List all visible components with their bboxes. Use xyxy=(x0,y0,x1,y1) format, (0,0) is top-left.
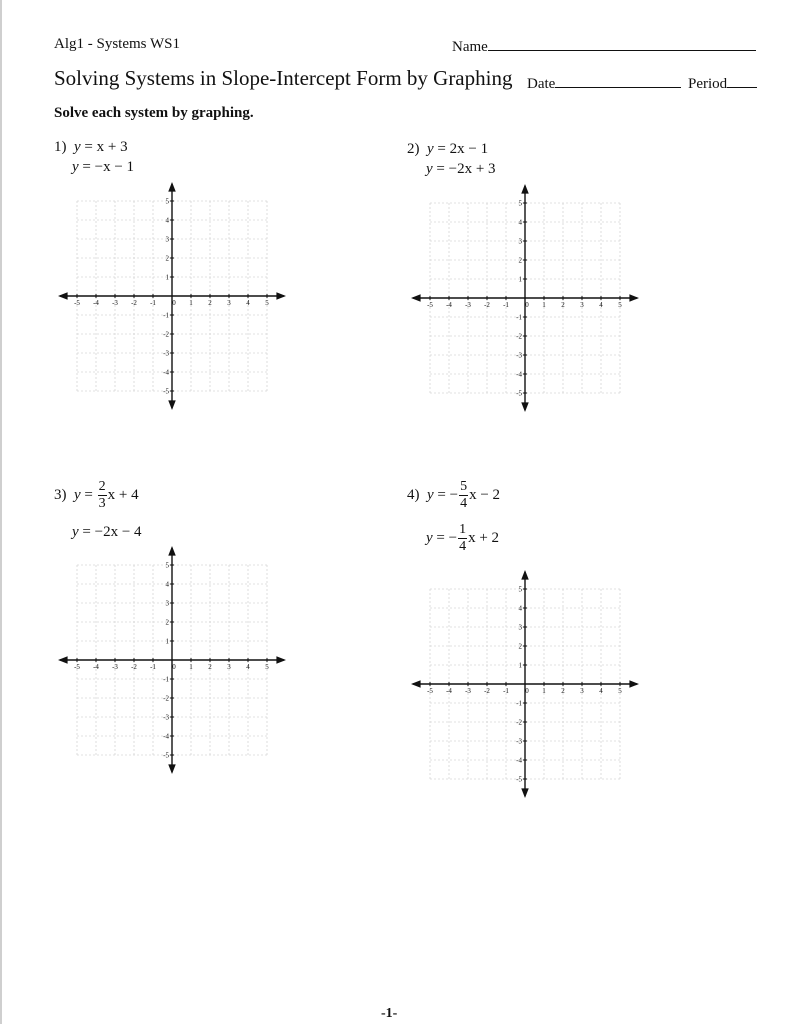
problem-number: 3) xyxy=(54,486,67,503)
arrow-down-icon xyxy=(521,402,529,412)
problem-number: 1) xyxy=(54,139,67,155)
y-tick-label: 2 xyxy=(518,642,522,651)
x-tick-label: -2 xyxy=(484,687,490,695)
y-tick-label: 2 xyxy=(165,254,169,263)
x-tick-label: 4 xyxy=(246,663,250,671)
arrow-right-icon xyxy=(629,680,639,688)
y-tick-label: 5 xyxy=(165,561,169,570)
y-tick-label: -5 xyxy=(163,751,169,760)
instructions: Solve each system by graphing. xyxy=(54,105,254,121)
x-tick-label: -4 xyxy=(446,301,452,309)
page-number: -1- xyxy=(381,1006,398,1021)
x-tick-label: 2 xyxy=(561,301,565,309)
x-tick-label: -4 xyxy=(93,663,99,671)
x-tick-label: 3 xyxy=(227,663,231,671)
x-tick-label: -5 xyxy=(74,663,80,671)
x-tick-label: -4 xyxy=(93,299,99,307)
problem-2-eq1: 2) y = 2x − 1 xyxy=(407,141,489,157)
worksheet-title: Solving Systems in Slope-Intercept Form by Graphing xyxy=(54,66,513,90)
y-tick-label: 3 xyxy=(518,623,522,632)
scan-edge xyxy=(0,0,2,1024)
x-tick-label: -5 xyxy=(427,301,433,309)
problem-4-eq1: 4) y = − $\frac{5}{4}$ x − 2 xyxy=(407,479,501,511)
y-tick-label: -3 xyxy=(516,351,522,360)
arrow-left-icon xyxy=(58,292,68,300)
x-tick-label: 4 xyxy=(599,687,603,695)
date-label: Date xyxy=(527,76,556,92)
problem-3-eq2: y = −2x − 4 xyxy=(72,524,142,540)
y-tick-label: 1 xyxy=(518,275,522,284)
y-tick-label: -1 xyxy=(516,313,522,322)
arrow-left-icon xyxy=(411,294,421,302)
y-tick-label: -2 xyxy=(163,330,169,339)
arrow-right-icon xyxy=(276,292,286,300)
y-tick-label: 3 xyxy=(165,235,169,244)
date-field[interactable] xyxy=(527,73,681,93)
x-tick-label: 2 xyxy=(561,687,565,695)
period-field[interactable] xyxy=(688,73,757,93)
x-tick-label: 0 xyxy=(172,299,176,307)
y-tick-label: 4 xyxy=(518,218,522,227)
date-blank-line[interactable] xyxy=(555,73,681,88)
x-tick-label: -2 xyxy=(131,663,137,671)
x-tick-label: -4 xyxy=(446,687,452,695)
y-tick-label: -3 xyxy=(516,737,522,746)
x-tick-label: 4 xyxy=(599,301,603,309)
arrow-up-icon xyxy=(521,570,529,580)
x-tick-label: -1 xyxy=(503,301,509,309)
x-tick-label: 3 xyxy=(227,299,231,307)
y-tick-label: -1 xyxy=(516,699,522,708)
problem-number: 2) xyxy=(407,141,420,157)
y-tick-label: -5 xyxy=(516,775,522,784)
arrow-right-icon xyxy=(276,656,286,664)
x-tick-label: -2 xyxy=(484,301,490,309)
problem-number: 4) xyxy=(407,486,420,503)
y-tick-label: -4 xyxy=(516,370,522,379)
x-tick-label: 5 xyxy=(265,299,269,307)
arrow-right-icon xyxy=(629,294,639,302)
x-tick-label: 5 xyxy=(618,687,622,695)
y-tick-label: -4 xyxy=(163,368,169,377)
x-tick-label: -3 xyxy=(112,663,118,671)
x-tick-label: 0 xyxy=(525,301,529,309)
x-tick-label: -2 xyxy=(131,299,137,307)
y-tick-label: 1 xyxy=(518,661,522,670)
x-tick-label: -1 xyxy=(150,299,156,307)
name-blank-line[interactable] xyxy=(488,36,756,51)
y-tick-label: 3 xyxy=(518,237,522,246)
y-tick-label: -3 xyxy=(163,349,169,358)
y-tick-label: -1 xyxy=(163,675,169,684)
x-tick-label: 2 xyxy=(208,299,212,307)
y-tick-label: 4 xyxy=(165,580,169,589)
x-tick-label: 3 xyxy=(580,687,584,695)
y-tick-label: 2 xyxy=(165,618,169,627)
x-tick-label: -3 xyxy=(112,299,118,307)
arrow-down-icon xyxy=(168,764,176,774)
y-tick-label: 1 xyxy=(165,273,169,282)
x-tick-label: 5 xyxy=(618,301,622,309)
problem-1-eq1: 1) y = x + 3 xyxy=(54,139,128,155)
y-tick-label: 4 xyxy=(518,604,522,613)
period-label: Period xyxy=(688,76,728,92)
name-label: Name xyxy=(452,39,488,55)
fraction: $\frac{1}{4}$ xyxy=(459,522,467,554)
x-tick-label: 3 xyxy=(580,301,584,309)
arrow-down-icon xyxy=(168,400,176,410)
x-tick-label: 2 xyxy=(208,663,212,671)
arrow-left-icon xyxy=(58,656,68,664)
coordinate-grid-3[interactable] xyxy=(58,546,286,774)
x-tick-label: -1 xyxy=(503,687,509,695)
y-tick-label: -4 xyxy=(163,732,169,741)
x-tick-label: -3 xyxy=(465,687,471,695)
x-tick-label: 1 xyxy=(189,299,193,307)
x-tick-label: -1 xyxy=(150,663,156,671)
y-tick-label: -2 xyxy=(516,332,522,341)
y-tick-label: -5 xyxy=(516,389,522,398)
y-tick-label: -2 xyxy=(516,718,522,727)
x-tick-label: 4 xyxy=(246,299,250,307)
period-blank-line[interactable] xyxy=(727,73,757,88)
y-tick-label: 1 xyxy=(165,637,169,646)
x-tick-label: 1 xyxy=(542,687,546,695)
x-tick-label: 1 xyxy=(542,301,546,309)
arrow-up-icon xyxy=(521,184,529,194)
problem-3-eq1: 3) y = $\frac{2}{3}$ x + 4 xyxy=(54,479,139,511)
y-tick-label: 5 xyxy=(165,197,169,206)
arrow-up-icon xyxy=(168,182,176,192)
coordinate-grid-2[interactable] xyxy=(411,184,639,412)
arrow-up-icon xyxy=(168,546,176,556)
x-tick-label: 0 xyxy=(172,663,176,671)
y-tick-label: 5 xyxy=(518,199,522,208)
arrow-down-icon xyxy=(521,788,529,798)
course-label: Alg1 - Systems WS1 xyxy=(54,36,180,52)
y-tick-label: -1 xyxy=(163,311,169,320)
arrow-left-icon xyxy=(411,680,421,688)
x-tick-label: 0 xyxy=(525,687,529,695)
coordinate-grid-4[interactable] xyxy=(411,570,639,798)
y-tick-label: 4 xyxy=(165,216,169,225)
fraction: $\frac{2}{3}$ xyxy=(98,479,106,511)
problem-4-eq2: y = − $\frac{1}{4}$ x + 2 xyxy=(426,522,500,554)
x-tick-label: -5 xyxy=(427,687,433,695)
y-tick-label: -5 xyxy=(163,387,169,396)
y-tick-label: -2 xyxy=(163,694,169,703)
x-tick-label: 1 xyxy=(189,663,193,671)
y-tick-label: -3 xyxy=(163,713,169,722)
x-tick-label: 5 xyxy=(265,663,269,671)
y-tick-label: 3 xyxy=(165,599,169,608)
coordinate-grid-1[interactable] xyxy=(58,182,286,410)
fraction: $\frac{5}{4}$ xyxy=(460,479,468,511)
problem-1-eq2: y = −x − 1 xyxy=(72,159,135,175)
y-tick-label: 2 xyxy=(518,256,522,265)
name-field[interactable] xyxy=(452,36,756,56)
x-tick-label: -5 xyxy=(74,299,80,307)
problem-2-eq2: y = −2x + 3 xyxy=(426,161,496,177)
y-tick-label: -4 xyxy=(516,756,522,765)
x-tick-label: -3 xyxy=(465,301,471,309)
y-tick-label: 5 xyxy=(518,585,522,594)
